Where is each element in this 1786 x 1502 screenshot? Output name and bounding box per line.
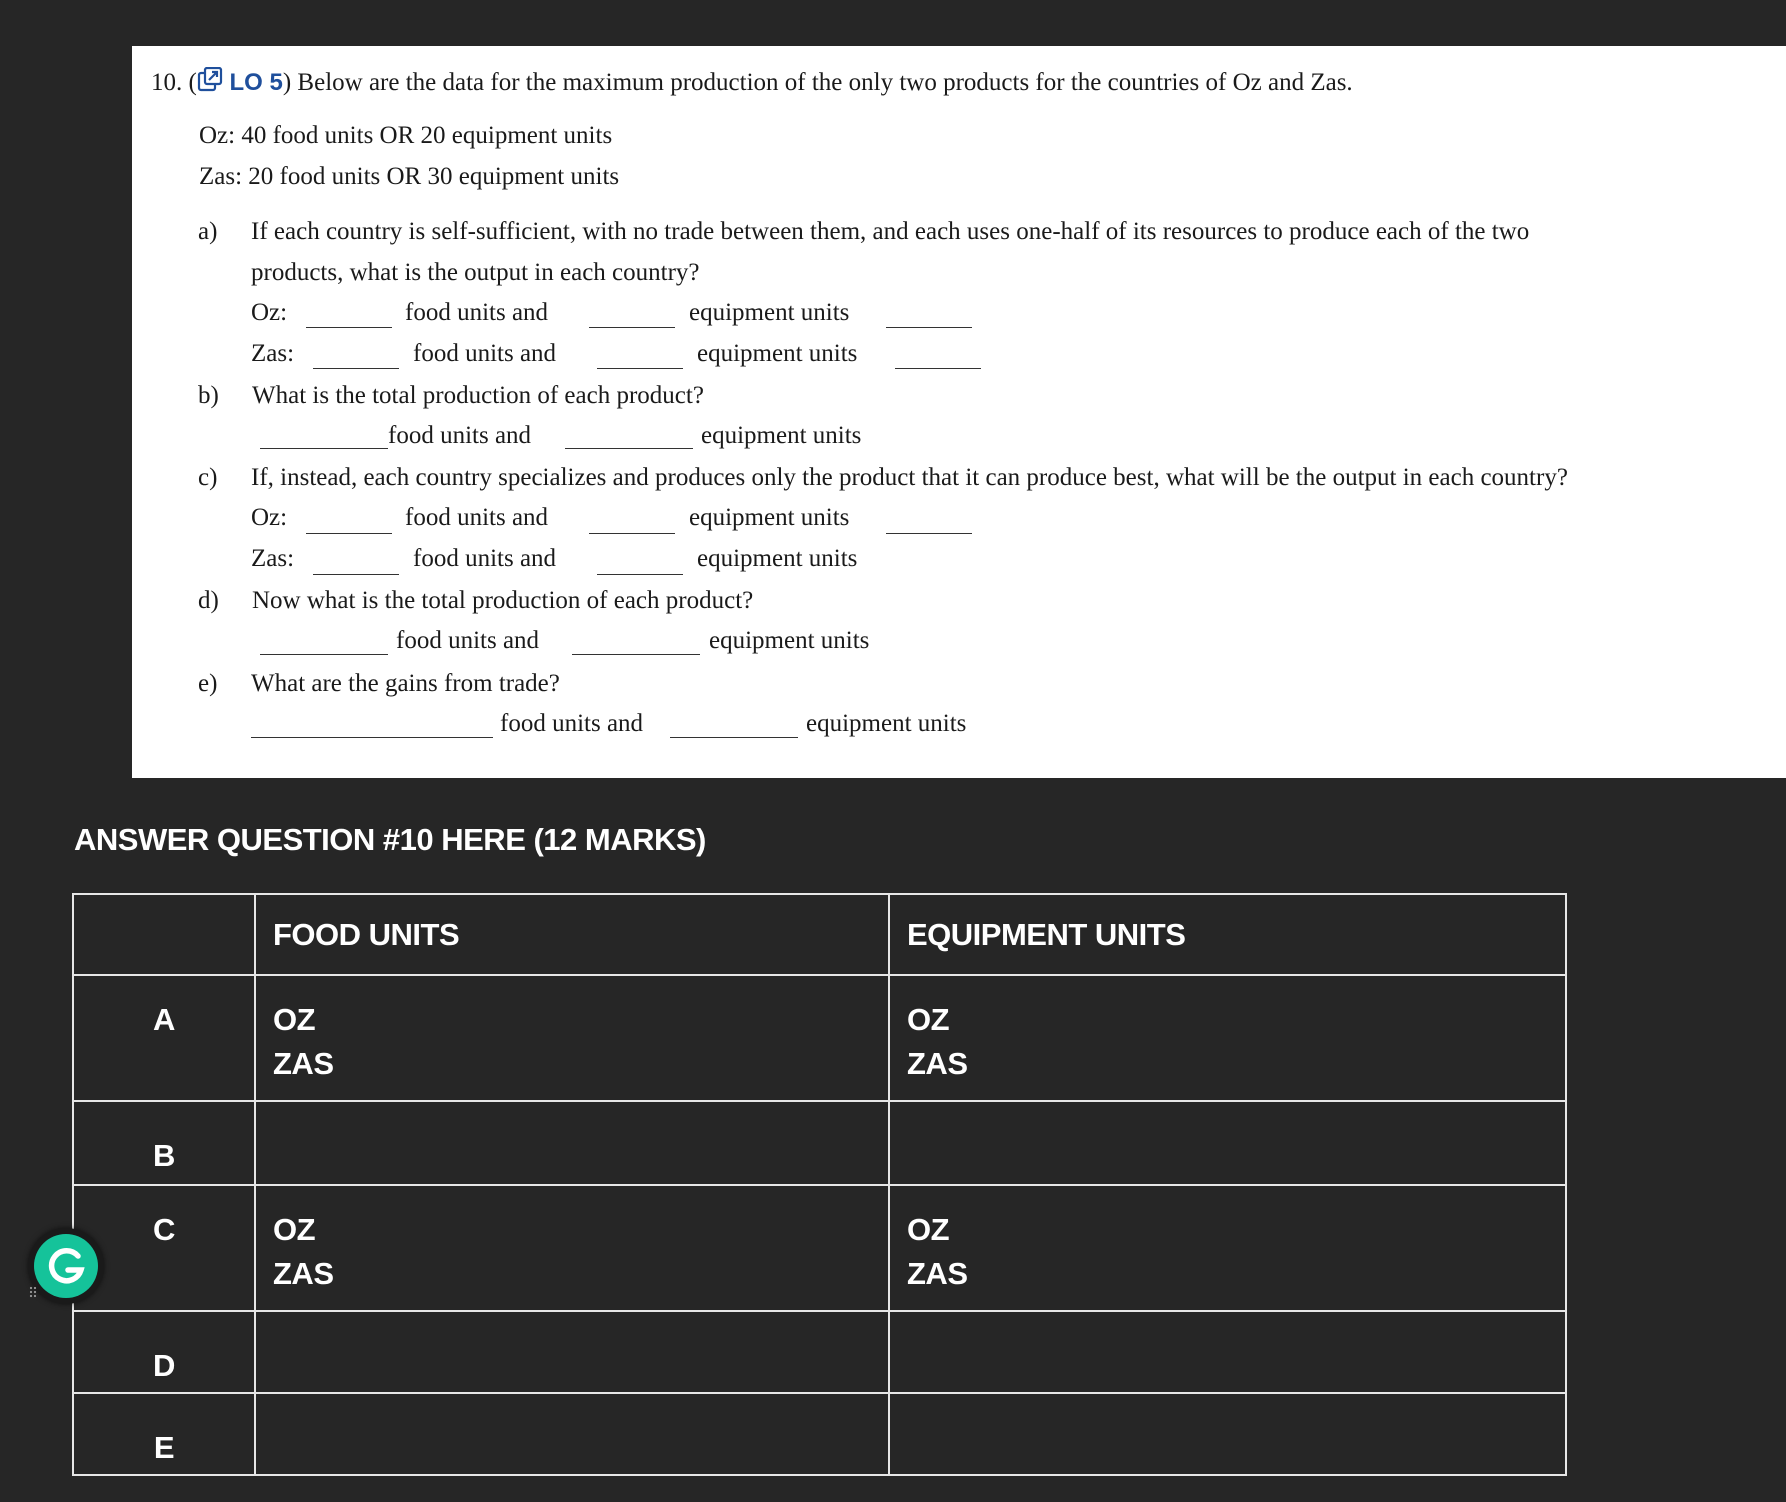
table-cell[interactable] bbox=[889, 975, 1566, 1101]
zas-label: ZAS bbox=[907, 1046, 968, 1081]
zas-data: Zas: 20 food units OR 30 equipment units bbox=[199, 163, 620, 190]
table-cell[interactable] bbox=[889, 894, 1566, 975]
equipment-units-label: equipment units bbox=[701, 422, 862, 449]
part-a-oz-label: Oz: bbox=[251, 299, 288, 326]
answer-table bbox=[72, 893, 1567, 1476]
row-label-c: C bbox=[153, 1212, 175, 1247]
part-a-text-line2: products, what is the output in each country? bbox=[251, 259, 700, 286]
part-a-letter: a) bbox=[198, 218, 218, 245]
row-label-cell bbox=[73, 1101, 255, 1185]
part-c-oz-label: Oz: bbox=[251, 504, 288, 531]
external-link-icon bbox=[197, 67, 223, 93]
oz-label: OZ bbox=[273, 1002, 316, 1037]
table-cell[interactable] bbox=[255, 1311, 889, 1393]
part-d-text: Now what is the total production of each product? bbox=[252, 587, 754, 614]
table-cell[interactable] bbox=[255, 975, 889, 1101]
part-d-letter: d) bbox=[198, 587, 219, 614]
lo-link[interactable] bbox=[197, 69, 283, 96]
part-c-text: If, instead, each country specializes and produces only the product that it can produce best, what will be the output in each country? bbox=[251, 464, 1568, 491]
food-units-header: FOOD UNITS bbox=[273, 917, 460, 952]
zas-label: ZAS bbox=[907, 1256, 968, 1291]
equipment-units-label: equipment units bbox=[806, 710, 967, 737]
food-units-and-label: food units and bbox=[413, 545, 557, 572]
part-a-zas-extra-blank[interactable] bbox=[895, 368, 981, 369]
food-units-and-label: food units and bbox=[405, 299, 549, 326]
food-units-and-label: food units and bbox=[388, 422, 532, 449]
equipment-units-label: equipment units bbox=[689, 504, 850, 531]
equipment-units-label: equipment units bbox=[709, 627, 870, 654]
zas-label: ZAS bbox=[273, 1046, 334, 1081]
part-e-equipment-blank[interactable] bbox=[670, 737, 798, 738]
table-cell[interactable] bbox=[255, 1101, 889, 1185]
part-a-oz-food-blank[interactable] bbox=[306, 327, 392, 328]
table-cell[interactable] bbox=[255, 1393, 889, 1475]
row-label-d: D bbox=[153, 1348, 175, 1383]
question-card bbox=[132, 46, 1786, 778]
part-c-oz-equipment-blank[interactable] bbox=[589, 533, 675, 534]
oz-label: OZ bbox=[273, 1212, 316, 1247]
table-cell[interactable] bbox=[889, 1393, 1566, 1475]
food-units-and-label: food units and bbox=[396, 627, 540, 654]
part-a-oz-extra-blank[interactable] bbox=[886, 327, 972, 328]
part-a-oz-equipment-blank[interactable] bbox=[589, 327, 675, 328]
part-a-zas-food-blank[interactable] bbox=[313, 368, 399, 369]
part-a-zas-label: Zas: bbox=[251, 340, 295, 367]
row-label-cell bbox=[73, 1311, 255, 1393]
part-a-text-line1: If each country is self-sufficient, with no trade between them, and each uses one-half of its resources to produce each of the two bbox=[251, 218, 1530, 245]
part-b-letter: b) bbox=[198, 382, 219, 409]
drag-handle-icon[interactable] bbox=[29, 1286, 39, 1300]
equipment-units-label: equipment units bbox=[689, 299, 850, 326]
row-label-cell bbox=[73, 1185, 255, 1311]
part-e-food-blank[interactable] bbox=[251, 737, 493, 738]
answer-heading: ANSWER QUESTION #10 HERE (12 MARKS) bbox=[74, 822, 706, 857]
food-units-and-label: food units and bbox=[405, 504, 549, 531]
zas-label: ZAS bbox=[273, 1256, 334, 1291]
equipment-units-label: equipment units bbox=[697, 545, 858, 572]
row-label-cell bbox=[73, 975, 255, 1101]
question-header bbox=[151, 67, 1353, 98]
equipment-units-header: EQUIPMENT UNITS bbox=[907, 917, 1186, 952]
part-d-equipment-blank[interactable] bbox=[572, 654, 700, 655]
oz-label: OZ bbox=[907, 1002, 950, 1037]
part-e-text: What are the gains from trade? bbox=[251, 670, 560, 697]
table-cell[interactable] bbox=[889, 1311, 1566, 1393]
grammarly-button[interactable] bbox=[28, 1228, 104, 1304]
table-row bbox=[73, 1101, 1566, 1185]
food-units-and-label: food units and bbox=[500, 710, 644, 737]
grammarly-g-icon bbox=[34, 1234, 98, 1298]
food-units-and-label: food units and bbox=[413, 340, 557, 367]
row-label-b: B bbox=[153, 1138, 175, 1173]
question-number: 10. ( bbox=[151, 69, 197, 96]
table-cell[interactable] bbox=[889, 1185, 1566, 1311]
part-d-food-blank[interactable] bbox=[260, 654, 388, 655]
part-b-food-blank[interactable] bbox=[260, 448, 388, 449]
table-row bbox=[73, 1185, 1566, 1311]
table-cell[interactable] bbox=[73, 894, 255, 975]
table-cell[interactable] bbox=[889, 1101, 1566, 1185]
part-b-equipment-blank[interactable] bbox=[565, 448, 693, 449]
part-c-zas-label: Zas: bbox=[251, 545, 295, 572]
part-c-zas-equipment-blank[interactable] bbox=[597, 574, 683, 575]
row-label-cell bbox=[73, 1393, 255, 1475]
table-row bbox=[73, 894, 1566, 975]
equipment-units-label: equipment units bbox=[697, 340, 858, 367]
question-intro: ) Below are the data for the maximum production of the only two products for the countries of Oz and Zas. bbox=[282, 69, 1353, 96]
table-row bbox=[73, 975, 1566, 1101]
table-cell[interactable] bbox=[255, 894, 889, 975]
part-c-letter: c) bbox=[198, 464, 218, 491]
oz-data: Oz: 40 food units OR 20 equipment units bbox=[199, 122, 613, 149]
part-b-text: What is the total production of each product? bbox=[252, 382, 704, 409]
part-c-zas-food-blank[interactable] bbox=[313, 574, 399, 575]
table-row bbox=[73, 1393, 1566, 1475]
table-row bbox=[73, 1311, 1566, 1393]
oz-label: OZ bbox=[907, 1212, 950, 1247]
part-c-oz-food-blank[interactable] bbox=[306, 533, 392, 534]
part-e-letter: e) bbox=[198, 670, 218, 697]
table-cell[interactable] bbox=[255, 1185, 889, 1311]
part-a-zas-equipment-blank[interactable] bbox=[597, 368, 683, 369]
lo-link-label: LO 5 bbox=[229, 69, 283, 96]
row-label-a: A bbox=[153, 1002, 175, 1037]
row-label-e: E bbox=[153, 1430, 175, 1465]
part-c-oz-extra-blank[interactable] bbox=[886, 533, 972, 534]
